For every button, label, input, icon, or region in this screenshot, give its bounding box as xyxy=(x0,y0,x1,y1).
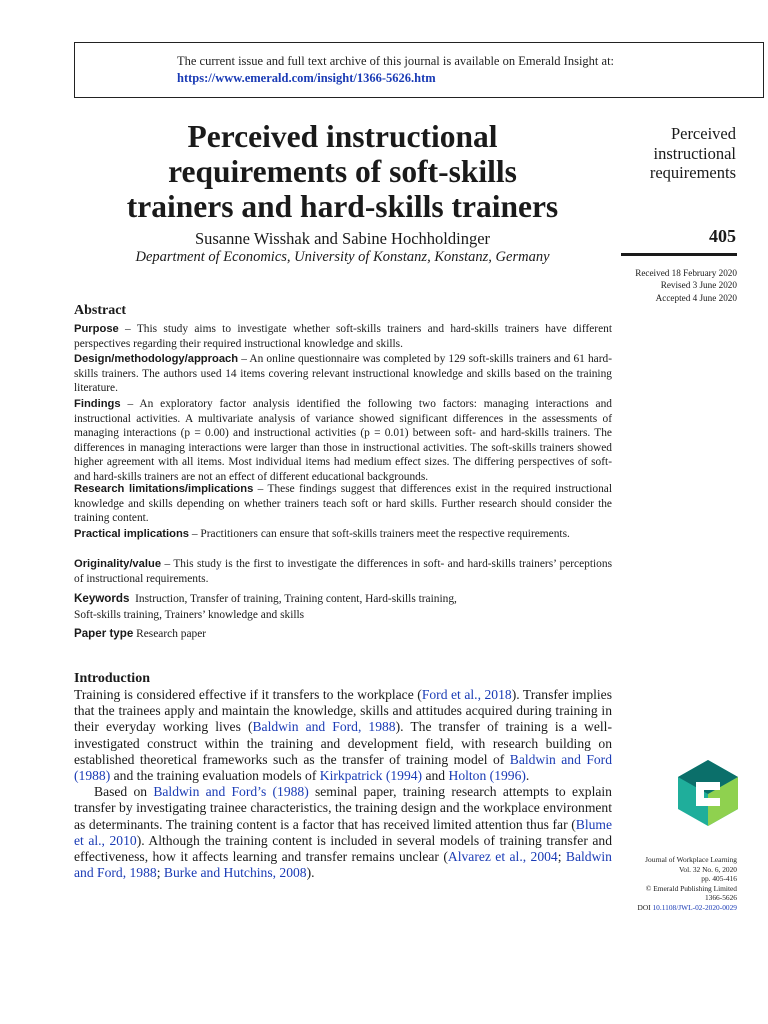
page-number: 405 xyxy=(709,226,736,246)
abstract-text: – This study aims to investigate whether soft-skills trainers and hard-skills trainers have different perspectives regarding their required instructional knowledge and skills. xyxy=(74,323,612,350)
abstract-text: – Practitioners can ensure that soft-skills trainers meet the respective requirements. xyxy=(189,528,570,540)
archive-notice-text: The current issue and full text archive of this journal is available on Emerald Insight at: xyxy=(177,54,615,68)
running-head-line: Perceived xyxy=(670,124,736,143)
keywords-text: Instruction, Transfer of training, Training content, Hard-skills training, xyxy=(135,593,457,605)
citation-link[interactable]: Baldwin and Ford, 1988 xyxy=(74,849,612,881)
abstract-practical-implications xyxy=(74,527,612,542)
received-date: Received 18 February 2020 xyxy=(635,268,737,278)
article-title xyxy=(74,119,611,224)
body-paragraph xyxy=(74,784,612,881)
paragraph-text: ). The transfer of training is a well-investigated construct within the training and development field, with research building on established theoretical frameworks such as the transfer of training model of xyxy=(74,719,612,767)
abstract-label: Originality/value xyxy=(74,558,162,570)
paragraph-text: Based on xyxy=(94,784,154,800)
doi-label: DOI xyxy=(637,902,653,912)
abstract-text: – An online questionnaire was completed by 129 soft-skills trainers and 61 hard-skills trainers. The authors used 14 items covering relevant instructional knowledge and skills based on the training literature. xyxy=(74,353,612,395)
running-head-line: instructional xyxy=(653,143,736,163)
abstract-design xyxy=(74,352,612,396)
journal-issn: 1366-5626 xyxy=(704,893,737,903)
keywords xyxy=(74,591,457,623)
abstract-originality xyxy=(74,557,612,586)
citation-link[interactable]: Kirkpatrick (1994) xyxy=(319,768,423,784)
sidebar-divider xyxy=(621,253,737,256)
journal-doi xyxy=(620,903,737,913)
archive-url-link[interactable]: https://www.emerald.com/insight/1366-5626.htm xyxy=(177,71,436,85)
paragraph-text: ). Transfer implies that the trainees apply and maintain the knowledge, skills and attitudes acquired during training in their everyday working lives ( xyxy=(74,687,613,735)
doi-link[interactable]: 10.1108/JWL-02-2020-0029 xyxy=(652,902,737,912)
abstract-label: Findings xyxy=(74,398,121,410)
title-line: trainers and hard-skills trainers xyxy=(126,189,559,224)
affiliation: Department of Economics, University of Konstanz, Konstanz, Germany xyxy=(135,249,550,265)
keywords-label: Keywords xyxy=(74,592,130,605)
title-line: requirements of soft-skills xyxy=(168,154,517,189)
abstract-label: Design/methodology/approach xyxy=(74,353,239,365)
abstract-research-limitations xyxy=(74,482,612,526)
abstract-text: – These findings suggest that differences exist in the required instructional knowledge and skills depending on whether trainers teach soft or hard skills. Further research should consider the training content. xyxy=(74,483,612,525)
paragraph-text: ; xyxy=(557,849,566,865)
journal-volume: Vol. 32 No. 6, 2020 xyxy=(679,864,737,874)
paragraph-text: and the training evaluation models of xyxy=(110,768,320,784)
abstract-purpose xyxy=(74,322,612,351)
citation-link[interactable]: Baldwin and Ford’s (1988) xyxy=(153,784,309,800)
abstract-text: – An exploratory factor analysis identified the following two factors: managing interactions and instructional activities. A multivariate analysis of variance showed significant differences in the assessments of managing interactions (p = 0.00) and instructional activities (p = 0.01) between soft- and hard-skills trainers. The differences in managing interactions were larger than those in instructional activities. The soft-skills trainers showed higher agreement with all items. Most individual items had medium effect sizes. The differing perspectives of soft- and hard-skills trainers are not an effect of different educational backgrounds. xyxy=(74,398,612,483)
citation-link[interactable]: Baldwin and Ford (1988) xyxy=(74,751,612,784)
citation-link[interactable]: Ford et al., 2018 xyxy=(421,687,512,702)
citation-link[interactable]: Holton (1996) xyxy=(448,768,526,784)
archive-notice-box xyxy=(74,42,764,98)
journal-name: Journal of Workplace Learning xyxy=(645,855,737,864)
keywords-line xyxy=(74,591,457,608)
paragraph-text: ; xyxy=(156,865,164,881)
citation-link[interactable]: Burke and Hutchins, 2008 xyxy=(163,865,307,881)
citation-link[interactable]: Blume et al., 2010 xyxy=(74,816,612,848)
abstract-text: – This study is the first to investigate the differences in soft- and hard-skills trainers’ perceptions of instructional requirements. xyxy=(74,558,612,585)
paragraph-text: ). Although the training content is included in several models of training transfer and effectiveness, how it affects learning and transfer remains unclear ( xyxy=(74,832,613,865)
keywords-line-2: Soft-skills training, Trainers’ knowledge and skills xyxy=(74,608,305,621)
paragraph-text: seminal paper, training research attempts to explain transfer by investigating trainee characteristics, the training design and the workplace environment as determinants. The training content is a factor that has received limited attention thus far ( xyxy=(74,784,612,832)
article-dates xyxy=(600,267,737,304)
paragraph-text: . xyxy=(525,768,530,784)
paper-type-label: Paper type xyxy=(74,627,134,640)
paragraph-text: ). xyxy=(306,865,315,881)
introduction-heading: Introduction xyxy=(74,671,150,686)
abstract-label: Practical implications xyxy=(74,528,190,540)
journal-copyright: © Emerald Publishing Limited xyxy=(645,883,737,893)
abstract-heading: Abstract xyxy=(74,303,127,318)
body-paragraph xyxy=(74,687,612,784)
journal-info xyxy=(620,855,737,913)
paragraph-text: and xyxy=(422,768,449,784)
emerald-publishing-logo-icon xyxy=(676,758,740,828)
paragraph-text: Training is considered effective if it transfers to the workplace ( xyxy=(74,687,422,702)
title-line: Perceived instructional xyxy=(187,119,498,154)
running-head xyxy=(610,124,736,183)
citation-link[interactable]: Alvarez et al., 2004 xyxy=(447,849,558,865)
running-head-line: requirements xyxy=(649,163,736,182)
revised-date: Revised 3 June 2020 xyxy=(660,280,737,291)
abstract-findings xyxy=(74,397,612,485)
authors: Susanne Wisshak and Sabine Hochholdinger xyxy=(194,229,491,248)
abstract-label: Research limitations/implications xyxy=(74,483,254,495)
paper-type-value: Research paper xyxy=(136,628,207,640)
introduction-body xyxy=(74,687,612,881)
journal-pages: pp. 405-416 xyxy=(701,874,737,884)
paper-type xyxy=(74,627,206,640)
citation-link[interactable]: Baldwin and Ford, 1988 xyxy=(252,719,396,735)
accepted-date: Accepted 4 June 2020 xyxy=(655,292,737,303)
abstract-label: Purpose xyxy=(74,323,119,335)
